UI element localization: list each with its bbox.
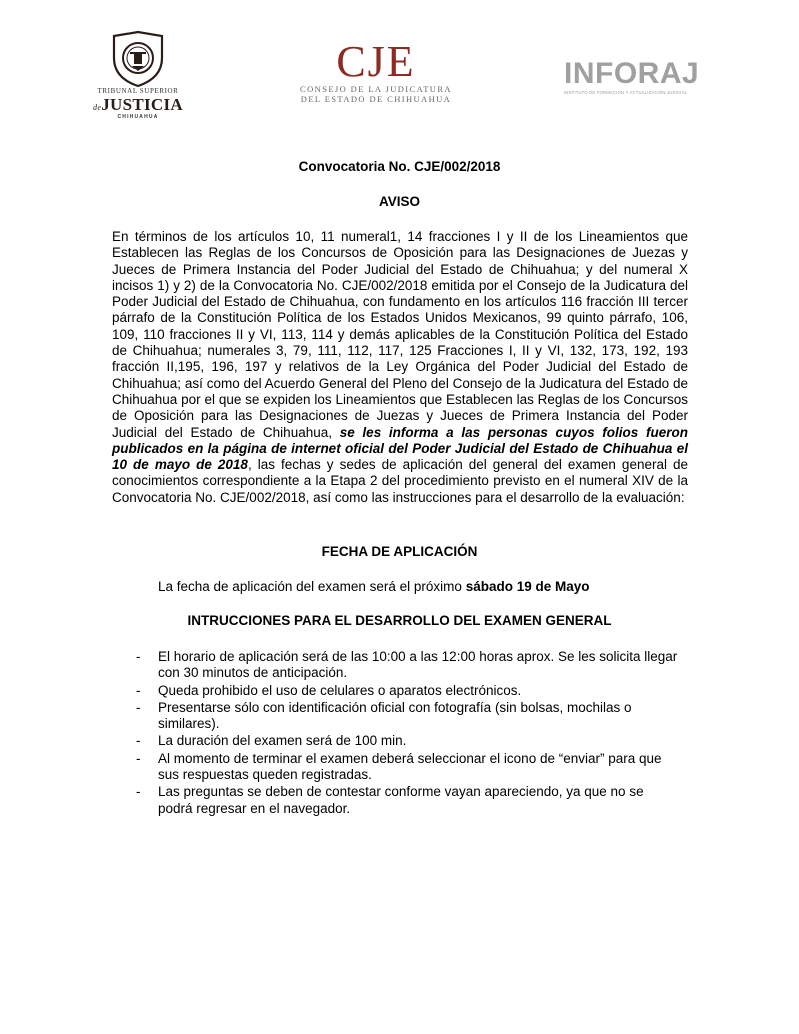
body-part1: En términos de los artículos 10, 11 numeral1, 14 fracciones I y II de los Lineamientos que Establecen las Reglas de los Concursos de Oposición para las Designaciones de Juezas y Jueces de Primera Instancia del Poder Judicial del Estado de Chihuahua; y del numeral X incisos 1) y 2) de la Convocatoria No. CJE/002/2018 emitida por el Consejo de la Judicatura del Poder Judicial del Estado de Chihuahua, con fundamento en los artículos 116 fracción III tercer párrafo de la Constitución Política de los Estados Unidos Mexicanos, 99 quinto párrafo, 106, 109, 110 fracciones II y VI, 113, 114 y demás aplicables de la Constitución Política del Estado de Chihuahua; numerales 3, 79, 111, 112, 117, 125 Fracciones I, II y VI, 132, 173, 192, 193 fracción II,195, 196, 197 y relativos de la Ley Orgánica del Poder Judicial del Estado de Chihuahua; así como del Acuerdo General del Pleno del Consejo de la Judicatura del Estado de Chihuahua por el que se expiden los Lineamientos que Establecen las Reglas de los Concursos de Oposición para las Designaciones de Juezas y Jueces de Primera Instancia del Poder Judicial del Estado de Chihuahua, bbox=[112, 229, 688, 440]
tsj-prefix: de bbox=[93, 103, 102, 112]
bullet-dash: - bbox=[136, 784, 141, 800]
cje-mark: CJE bbox=[336, 37, 416, 86]
tsj-name-line1: TRIBUNAL SUPERIOR bbox=[97, 87, 179, 95]
instructions-list bbox=[136, 649, 696, 818]
body-part2: , las fechas y sedes de aplicación del general del examen general de conocimientos correspondiente a la Etapa 2 del procedimiento previsto en el numeral XIV de la Convocatoria No. CJE/002/2018, así como las instrucciones para el desarrollo de la evaluación: bbox=[112, 457, 689, 505]
cje-name-line1: CONSEJO DE LA JUDICATURA bbox=[300, 84, 452, 94]
bullet-dash: - bbox=[136, 682, 141, 698]
body-emphasis: se les informa a las personas cuyos folios fueron publicados en la página de internet oficial del Poder Judicial del Estado de Chihuahua el 10 de mayo de 2018 bbox=[112, 424, 688, 473]
instruction-text: Las preguntas se deben de contestar conforme vayan apareciendo, ya que no se podrá regresar en el navegador. bbox=[158, 784, 644, 816]
bullet-dash: - bbox=[136, 733, 141, 749]
bullet-dash: - bbox=[136, 649, 141, 664]
tsj-justicia: JUSTICIA bbox=[101, 95, 183, 114]
cje-name-line2: DEL ESTADO DE CHIHUAHUA bbox=[300, 94, 452, 104]
bullet-dash: - bbox=[136, 750, 141, 766]
instruction-item bbox=[136, 784, 696, 817]
instruction-item bbox=[136, 733, 696, 749]
main-paragraph bbox=[112, 229, 688, 506]
section-instrucciones-heading: INTRUCCIONES PARA EL DESARROLLO DEL EXAMEN GENERAL bbox=[187, 613, 612, 628]
tsj-name-line2 bbox=[88, 95, 188, 115]
tsj-logo bbox=[88, 30, 188, 130]
inforaj-logo bbox=[564, 58, 714, 102]
instruction-text: El horario de aplicación será de las 10:00 a las 12:00 horas aprox. Se les solicita llegar con 30 minutos de anticipación. bbox=[158, 649, 678, 681]
document-title: Convocatoria No. CJE/002/2018 bbox=[298, 159, 501, 174]
instruction-text: Presentarse sólo con identificación oficial con fotografía (sin bolsas, mochilas o similares). bbox=[158, 699, 632, 732]
instruction-text: Queda prohibido el uso de celulares o aparatos electrónicos. bbox=[158, 682, 522, 698]
instruction-item bbox=[136, 751, 696, 784]
tsj-name-line3: CHIHUAHUA bbox=[117, 114, 159, 120]
inforaj-subtitle: INSTITUTO DE FORMACIÓN Y ACTUALIZACIÓN JUDICIAL bbox=[564, 90, 688, 95]
tsj-shield-icon bbox=[88, 30, 188, 88]
date-value: sábado 19 de Mayo bbox=[465, 579, 590, 594]
inforaj-mark: INFORAJ bbox=[564, 57, 700, 90]
instruction-item bbox=[136, 649, 696, 682]
date-line bbox=[158, 579, 589, 594]
bullet-dash: - bbox=[136, 699, 141, 715]
date-text: La fecha de aplicación del examen será el próximo bbox=[158, 579, 466, 594]
section-fecha-heading: FECHA DE APLICACIÓN bbox=[321, 544, 478, 559]
instruction-item bbox=[136, 683, 696, 699]
instruction-text: La duración del examen será de 100 min. bbox=[158, 733, 407, 749]
instruction-text: Al momento de terminar el examen deberá seleccionar el icono de “enviar” para que sus respuestas queden registradas. bbox=[158, 750, 662, 783]
document-subtitle: AVISO bbox=[378, 194, 420, 209]
cje-logo bbox=[296, 37, 456, 130]
instruction-item bbox=[136, 700, 696, 733]
